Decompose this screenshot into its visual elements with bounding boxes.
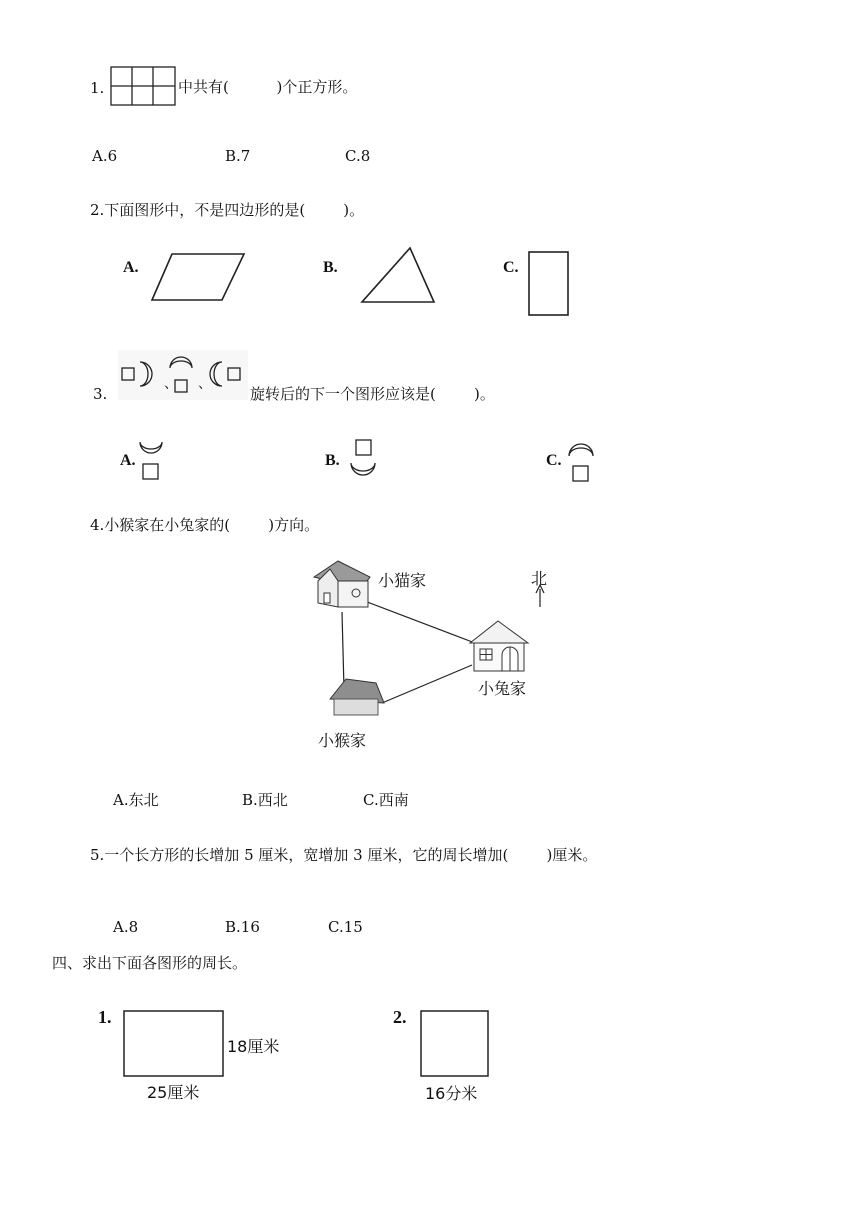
q3-option-c-label[interactable]: C. bbox=[546, 452, 562, 469]
q4-option-c[interactable]: C.西南 bbox=[363, 791, 409, 809]
rabbit-house-icon bbox=[470, 621, 528, 671]
rotation-sequence-figure bbox=[118, 350, 248, 400]
q3-text: 旋转后的下一个图形应该是( )。 bbox=[250, 385, 495, 403]
q3-number: 3. bbox=[93, 385, 108, 403]
fig2-square bbox=[420, 1010, 490, 1078]
fig2-number: 2. bbox=[393, 1007, 407, 1027]
q1-option-a[interactable]: A.6 bbox=[92, 147, 118, 165]
monkey-home-label: 小猴家 bbox=[318, 731, 367, 750]
q2-option-c-label[interactable]: C. bbox=[503, 259, 519, 276]
triangle-shape[interactable] bbox=[360, 246, 436, 304]
rectangle-shape[interactable] bbox=[528, 251, 570, 317]
cat-home-label: 小猫家 bbox=[378, 571, 427, 590]
q4-text: 4.小猴家在小兔家的( )方向。 bbox=[90, 516, 320, 534]
fig2-side-label: 16分米 bbox=[425, 1084, 478, 1103]
q3-option-a-figure[interactable] bbox=[138, 438, 164, 482]
q5-option-b[interactable]: B.16 bbox=[225, 918, 260, 936]
grid-figure bbox=[110, 66, 176, 106]
svg-text:、: 、 bbox=[198, 376, 212, 392]
q3-option-b-figure[interactable] bbox=[348, 438, 378, 484]
cat-house-icon bbox=[314, 561, 370, 607]
q2-option-a-label[interactable]: A. bbox=[123, 259, 139, 276]
rabbit-home-label: 小兔家 bbox=[478, 679, 527, 698]
q3-option-b-label[interactable]: B. bbox=[325, 452, 340, 469]
q1-text: 中共有( )个正方形。 bbox=[178, 78, 358, 96]
q5-option-a[interactable]: A.8 bbox=[113, 918, 139, 936]
monkey-house-icon bbox=[330, 679, 384, 715]
q2-text: 2.下面图形中，不是四边形的是( )。 bbox=[90, 201, 365, 219]
direction-map bbox=[300, 555, 560, 755]
fig1-height-label: 18厘米 bbox=[227, 1037, 280, 1056]
q4-option-b[interactable]: B.西北 bbox=[242, 791, 288, 809]
q3-option-a-label[interactable]: A. bbox=[120, 452, 136, 469]
fig1-number: 1. bbox=[98, 1007, 112, 1027]
fig1-rectangle bbox=[123, 1010, 225, 1078]
q4-option-a[interactable]: A.东北 bbox=[113, 791, 159, 809]
q5-text: 5.一个长方形的长增加 5 厘米，宽增加 3 厘米，它的周长增加( )厘米。 bbox=[90, 846, 598, 864]
svg-text:、: 、 bbox=[164, 376, 178, 392]
q2-option-b-label[interactable]: B. bbox=[323, 259, 338, 276]
fig1-width-label: 25厘米 bbox=[147, 1083, 200, 1102]
q5-option-c[interactable]: C.15 bbox=[328, 918, 363, 936]
q1-option-c[interactable]: C.8 bbox=[345, 147, 371, 165]
parallelogram-shape[interactable] bbox=[150, 252, 246, 302]
q1-option-b[interactable]: B.7 bbox=[225, 147, 251, 165]
section4-title: 四、求出下面各图形的周长。 bbox=[52, 954, 248, 972]
q1-number: 1. bbox=[90, 79, 105, 97]
north-label: 北 bbox=[531, 569, 548, 588]
q3-option-c-figure[interactable] bbox=[566, 440, 596, 484]
